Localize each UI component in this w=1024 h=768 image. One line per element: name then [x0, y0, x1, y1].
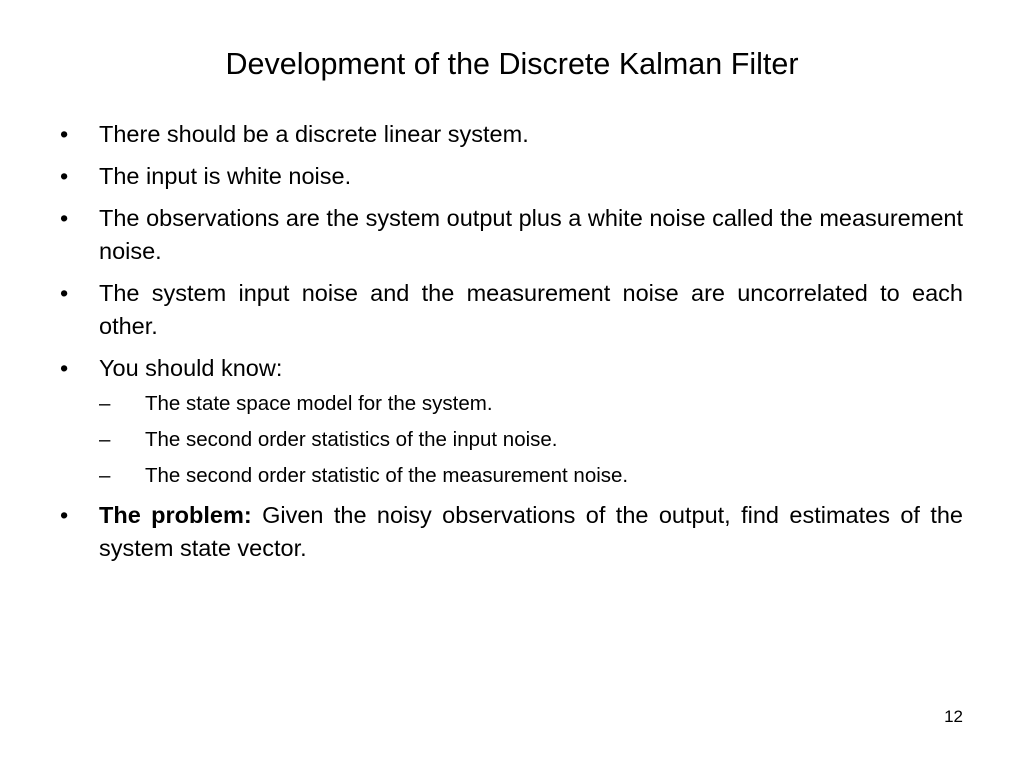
- slide-title: Development of the Discrete Kalman Filter: [225, 47, 799, 81]
- sub-bullet-item: [99, 462, 963, 490]
- bullet-item: [60, 160, 963, 193]
- bullet-marker: •: [60, 205, 69, 231]
- bullet-item: [60, 277, 963, 343]
- sub-bullet-text: The second order statistic of the measurement noise.: [145, 464, 629, 487]
- bullet-item: [60, 352, 963, 490]
- problem-label: The problem:: [99, 502, 252, 528]
- page-number: 12: [944, 707, 963, 726]
- problem-text: Given the noisy observations of the output, find estimates of the system state vector.: [99, 502, 963, 561]
- problem-statement: [60, 499, 963, 565]
- bullet-text: The observations are the system output plus a white noise called the measurement noise.: [99, 205, 963, 264]
- bullet-text: You should know:: [99, 355, 283, 381]
- dash-marker: –: [99, 392, 111, 415]
- sub-bullet-text: The state space model for the system.: [145, 392, 493, 415]
- bullet-text: There should be a discrete linear system.: [99, 121, 529, 147]
- bullet-text: The input is white noise.: [99, 163, 352, 189]
- sub-bullet-item: [99, 426, 963, 454]
- bullet-marker: •: [60, 502, 69, 528]
- sub-bullet-text: The second order statistics of the input noise.: [145, 428, 558, 451]
- bullet-text: The system input noise and the measurement noise are uncorrelated to each other.: [99, 280, 963, 339]
- sub-bullet-list: [99, 390, 963, 490]
- sub-bullet-item: [99, 390, 963, 418]
- bullet-marker: •: [60, 121, 69, 147]
- bullet-marker: •: [60, 163, 69, 189]
- dash-marker: –: [99, 428, 111, 451]
- bullet-marker: •: [60, 280, 69, 306]
- bullet-item: [60, 118, 963, 151]
- bullet-marker: •: [60, 355, 69, 381]
- dash-marker: –: [99, 464, 111, 487]
- bullet-item: [60, 202, 963, 268]
- bullet-list: [60, 118, 963, 574]
